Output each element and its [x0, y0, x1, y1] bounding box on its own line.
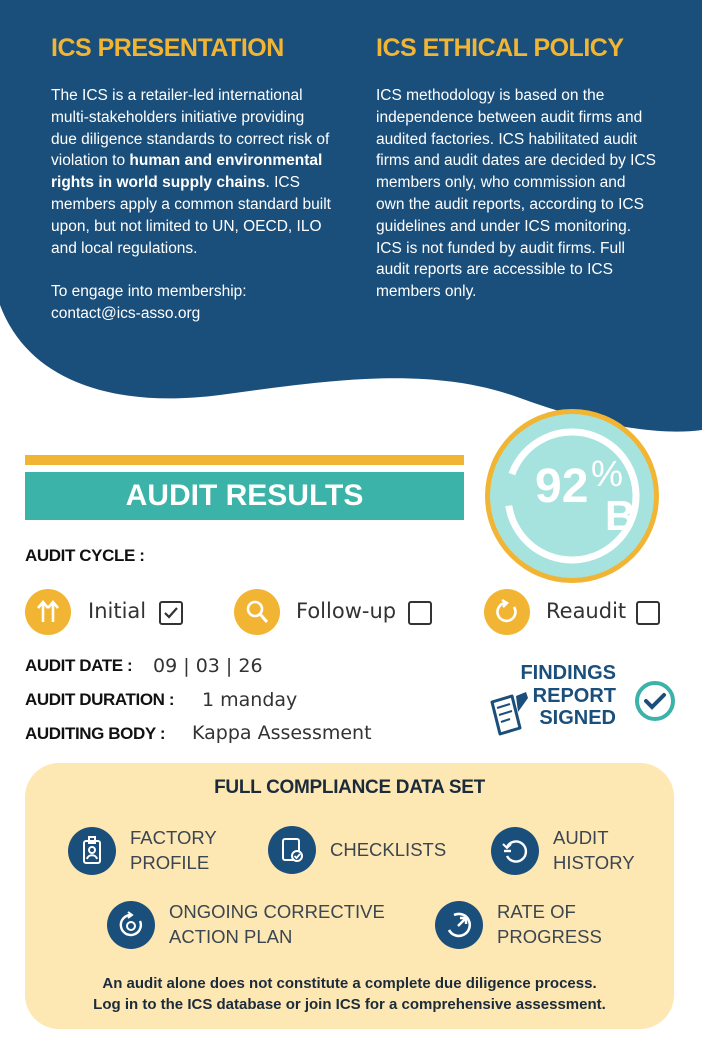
audit-duration-value: 1 manday	[202, 689, 298, 711]
score-value: 92	[535, 460, 589, 513]
auditing-body-label: AUDITING BODY :	[25, 724, 166, 743]
history-icon	[491, 827, 539, 875]
compliance-disclaimer	[25, 973, 674, 1015]
full-compliance-panel	[25, 763, 674, 1029]
ics-presentation-section	[51, 34, 331, 325]
ics-ethical-policy-section	[376, 34, 656, 303]
item-line-2: PROGRESS	[497, 925, 602, 947]
compliance-item-checklists[interactable]	[268, 826, 446, 874]
findings-line-3: SIGNED	[539, 707, 616, 729]
date-separator: |	[225, 655, 233, 677]
audit-date-year: 26	[238, 655, 263, 677]
cycle-option-initial: Initial	[88, 599, 147, 623]
reaudit-checkbox[interactable]	[636, 601, 660, 625]
ics-ethical-policy-text: ICS methodology is based on the independence between audit firms and audited factories. ICS habilitated audit firms and audit dates are decided by ICS members only, who commission and own the audit reports, according to ICS guidelines and under ICS monitoring. ICS is not funded by audit firms. Full audit reports are accessible to ICS members only.	[376, 87, 657, 301]
item-line-1: RATE OF	[497, 901, 576, 922]
check-circle-icon	[634, 680, 676, 722]
item-line-2: HISTORY	[553, 851, 635, 873]
item-line-1: FACTORY	[130, 827, 217, 848]
findings-line-1: FINDINGS	[520, 662, 616, 684]
item-line-1: ONGOING CORRECTIVE	[169, 901, 385, 922]
follow-up-checkbox[interactable]	[408, 601, 432, 625]
audit-results-title: AUDIT RESULTS	[25, 472, 464, 520]
findings-report-signed	[486, 662, 676, 734]
item-line-2: ACTION PLAN	[169, 925, 293, 947]
progress-icon	[435, 901, 483, 949]
findings-line-2: REPORT	[532, 684, 616, 707]
contact-email-link[interactable]: contact@ics-asso.org	[51, 305, 201, 323]
compliance-item-audit-history[interactable]	[491, 826, 635, 875]
cycle-option-reaudit: Reaudit	[546, 599, 627, 623]
audit-results-accent-bar	[25, 455, 464, 465]
ics-presentation-text	[51, 85, 331, 259]
refresh-icon	[484, 589, 530, 635]
compliance-item-rate-of-progress[interactable]	[435, 900, 602, 949]
audit-date-label: AUDIT DATE :	[25, 656, 133, 675]
compliance-title: FULL COMPLIANCE DATA SET	[214, 777, 485, 798]
magnifier-icon	[234, 589, 280, 635]
score-badge	[483, 407, 661, 585]
presentation-bold-text: human and environmental rights in world supply chains	[51, 152, 323, 192]
disclaimer-line-2: Log in to the ICS database or join ICS for a comprehensive assessment.	[93, 996, 606, 1013]
item-line-1: CHECKLISTS	[330, 838, 447, 860]
date-separator: |	[183, 655, 190, 677]
ics-presentation-title: ICS PRESENTATION	[51, 34, 284, 62]
initial-checkbox[interactable]	[159, 601, 183, 625]
checklist-icon	[268, 826, 316, 874]
audit-duration-label: AUDIT DURATION :	[25, 690, 175, 709]
id-badge-icon	[68, 827, 116, 875]
item-line-2: PROFILE	[130, 851, 210, 873]
compliance-item-corrective-action-plan[interactable]	[107, 900, 385, 949]
membership-label: To engage into membership:	[51, 283, 247, 301]
ics-ethical-policy-title: ICS ETHICAL POLICY	[376, 34, 624, 62]
score-grade: B	[605, 492, 636, 539]
auditing-body-value: Kappa Assessment	[192, 722, 372, 744]
cycle-option-follow-up: Follow-up	[296, 599, 397, 623]
audit-date-day: 09	[153, 655, 178, 677]
presentation-text-part: The ICS is a retailer-led international multi-stakeholders initiative providing due diligence standards to correct risk of violation to	[51, 87, 330, 170]
audit-date-value	[153, 655, 263, 677]
audit-date-month: 03	[195, 655, 220, 677]
corrective-cycle-icon	[107, 901, 155, 949]
compliance-item-factory-profile[interactable]	[68, 826, 217, 875]
disclaimer-line-1: An audit alone does not constitute a complete due diligence process.	[102, 975, 597, 992]
arrows-up-icon	[25, 589, 71, 635]
item-line-1: AUDIT	[553, 827, 609, 848]
presentation-text-part: . ICS members apply a common standard built upon, but not limited to UN, OECD, ILO and local regulations.	[51, 174, 331, 257]
score-unit: %	[591, 453, 624, 494]
audit-cycle-label: AUDIT CYCLE :	[25, 546, 145, 565]
